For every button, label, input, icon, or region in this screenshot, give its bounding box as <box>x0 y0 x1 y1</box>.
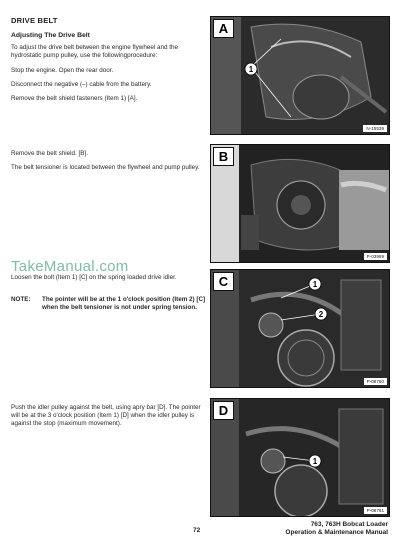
section-subtitle: Adjusting The Drive Belt <box>11 32 90 39</box>
figure-d-photo <box>211 399 389 516</box>
callout-1-label: 1 <box>312 280 318 289</box>
page-number: 72 <box>193 527 201 534</box>
callout-2-label: 2 <box>318 310 324 319</box>
figure-a-ref: N-15539 <box>363 125 387 132</box>
step-stop-engine: Stop the engine. Open the rear door. <box>11 67 114 74</box>
note-label: NOTE: <box>11 296 31 303</box>
figure-b-letter: B <box>213 147 234 166</box>
step-remove-fasteners: Remove the belt shield fasteners (Item 1) [A]. <box>11 95 138 102</box>
step-remove-shield: Remove the belt shield. [B]. <box>11 150 89 157</box>
figure-a <box>210 16 390 135</box>
step-tensioner-location: The belt tensioner is located between the flywheel and pump pulley. <box>11 164 200 171</box>
figure-a-letter: A <box>213 19 234 38</box>
figure-c-ref: P-08760 <box>364 378 387 385</box>
note-text: The pointer will be at the 1 o'clock position (Item 2) [C] when the belt tensioner is not under spring tension. <box>42 296 206 311</box>
footer-manual-title: Operation & Maintenance Manual <box>285 529 388 536</box>
figure-b <box>210 144 390 263</box>
section-title: DRIVE BELT <box>11 16 58 25</box>
callout-1-label: 1 <box>248 65 254 74</box>
figure-c <box>210 269 390 388</box>
step-disconnect-battery: Disconnect the negative (–) cable from the battery. <box>11 81 152 88</box>
figure-d-ref: P-08761 <box>364 507 387 514</box>
figure-c-photo <box>211 270 389 387</box>
step-loosen-bolt: Loosen the bolt (Item 1) [C] on the spring loaded drive idler. <box>11 274 177 281</box>
figure-b-photo <box>211 145 389 262</box>
step-push-idler: Push the idler pulley against the belt, using apry bar [D]. The pointer will be at the 3 o'clock position (Item 1) [D] when the idler pulley is against the stop (maximum movement). <box>11 404 201 428</box>
callout-1-label: 1 <box>312 457 318 466</box>
figure-d <box>210 398 390 517</box>
footer-model: 763, 763H Bobcat Loader <box>310 521 388 528</box>
watermark: TakeManual.com <box>11 258 129 275</box>
figure-b-ref: P-03969 <box>364 253 387 260</box>
figure-d-letter: D <box>213 401 234 420</box>
step-intro: To adjust the drive belt between the engine flywheel and the hydrostatic pump pulley, use the followingprocedure: <box>11 44 178 60</box>
figure-c-letter: C <box>213 272 234 291</box>
figure-a-photo <box>211 17 389 134</box>
